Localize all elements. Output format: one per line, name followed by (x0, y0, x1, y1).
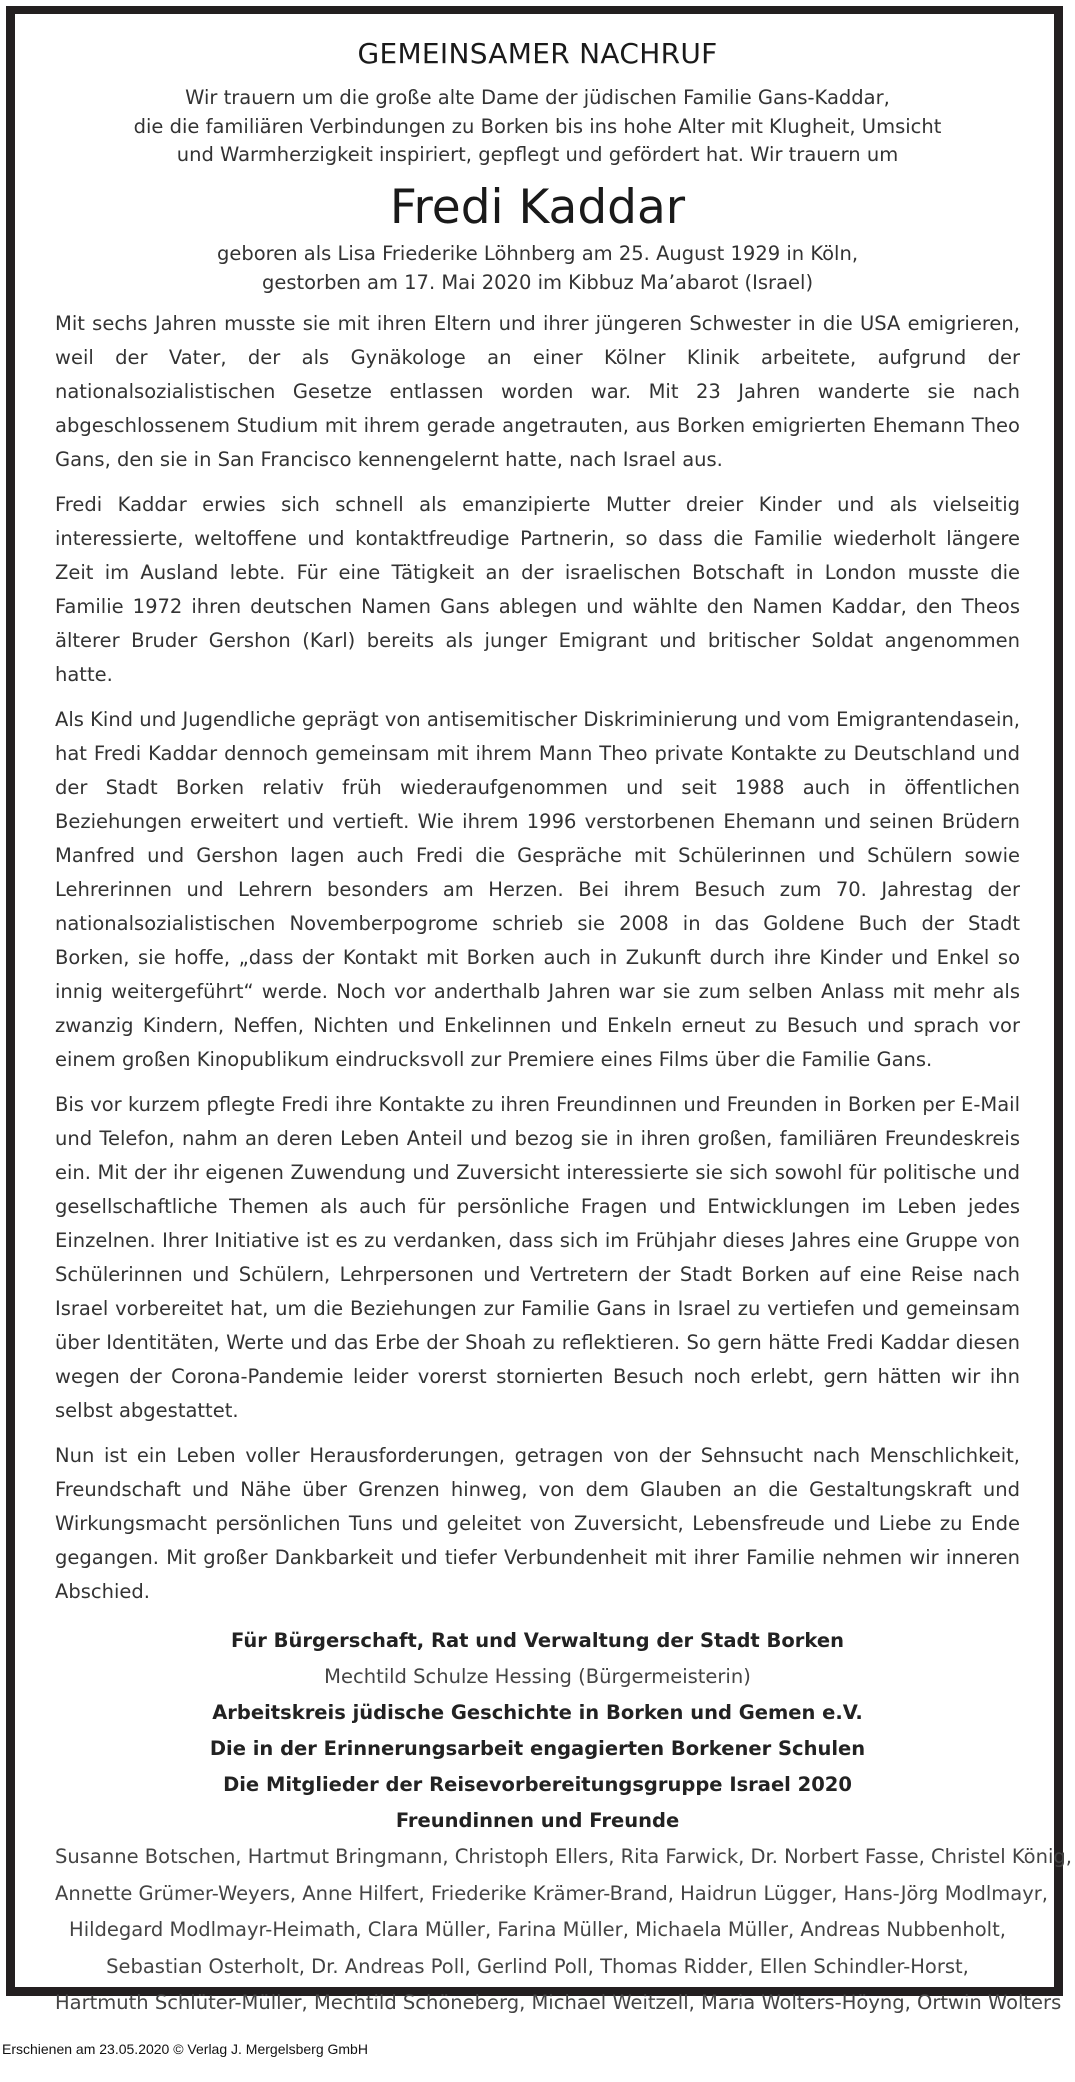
friends-list (55, 1839, 1072, 2022)
paragraph: Als Kind und Jugendliche geprägt von antisemitischer Diskriminierung und vom Emigrantendasein, hat Fredi Kaddar dennoch gemeinsam mit ihrem Mann Theo private Kontakte zu Deutschland und der Stadt Borken relativ früh wiederaufgenommen und seit 1988 auch in öffentlichen Beziehungen erweitert und vertieft. Wie ihrem 1996 verstorbenen Ehemann und seinen Brüdern Manfred und Gershon lagen auch Fredi die Gespräche mit Schülerinnen und Schülern sowie Lehrerinnen und Lehrern besonders am Herzen. Bei ihrem Besuch zum 70. Jahrestag der nationalsozialistischen Novemberpogrome schrieb sie 2008 in das Goldene Buch der Stadt Borken, sie hoffe, „dass der Kontakt mit Borken auch in Zukunft durch ihre Kinder und Enkel so innig weitergeführt“ werde. Noch vor anderthalb Jahren war sie zum selben Anlass mit mehr als zwanzig Kindern, Neffen, Nichten und Enkelinnen und Enkeln erneut zu Besuch und sprach vor einem großen Kinopublikum eindrucksvoll zur Premiere eines Films über die Familie Gans. (55, 708, 1020, 1072)
friends-line: Annette Grümer-Weyers, Anne Hilfert, Friederike Krämer-Brand, Haidrun Lügger, Hans-Jörg Modlmayr, (55, 1881, 1048, 1905)
signatory-travel-group: Die Mitglieder der Reisevorbereitungsgruppe Israel 2020 (223, 1773, 852, 1797)
paragraph: Nun ist ein Leben voller Herausforderungen, getragen von der Sehnsucht nach Menschlichkeit, Freundschaft und Nähe über Grenzen hinweg, von dem Glauben an die Gestaltungskraft und Wirkungsmacht persönlichen Tuns und geleitet von Zuversicht, Lebensfreude und Liebe zu Ende gegangen. Mit großer Dankbarkeit und tiefer Verbundenheit mit ihrer Familie nehmen wir inneren Abschied. (55, 1444, 1020, 1604)
paragraph: Bis vor kurzem pflegte Fredi ihre Kontakte zu ihren Freundinnen und Freunden in Borken per E-Mail und Telefon, nahm an deren Leben Anteil und bezog sie in ihren großen, familiären Freundeskreis ein. Mit der ihr eigenen Zuwendung und Zuversicht interessierte sie sich sowohl für politische und gesellschaftliche Themen als auch für persönliche Fragen und Entwicklungen im Leben jedes Einzelnen. Ihrer Initiative ist es zu verdanken, dass sich im Frühjahr dieses Jahres eine Gruppe von Schülerinnen und Schülern, Lehrpersonen und Vertretern der Stadt Borken auf eine Reise nach Israel vorbereitet hat, um die Beziehungen zur Familie Gans in Israel zu vertiefen und gemeinsam über Identitäten, Werte und das Erbe der Shoah zu reflektieren. So gern hätte Fredi Kaddar diesen wegen der Corona-Pandemie leider vorerst stornierten Besuch noch erlebt, gern hätten wir ihn selbst abgestattet. (55, 1093, 1020, 1423)
obituary-content (55, 36, 1072, 2022)
intro-line: Wir trauern um die große alte Dame der jüdischen Familie Gans-Kaddar, (185, 86, 890, 110)
publication-footer: Erschienen am 23.05.2020 © Verlag J. Mergelsberg GmbH (2, 2041, 368, 2057)
death-line: gestorben am 17. Mai 2020 im Kibbuz Ma’abarot (Israel) (261, 270, 814, 294)
intro-text (55, 84, 1020, 170)
life-dates (55, 240, 1020, 297)
friends-line: Susanne Botschen, Hartmut Bringmann, Christoph Ellers, Rita Farwick, Dr. Norbert Fasse, Christel König, (55, 1845, 1072, 1869)
signatory-mayor: Mechtild Schulze Hessing (Bürgermeisterin) (324, 1665, 751, 1689)
paragraph: Fredi Kaddar erwies sich schnell als emanzipierte Mutter dreier Kinder und als vielseitig interessierte, weltoffene und kontaktfreudige Partnerin, so dass die Familie wiederholt längere Zeit im Ausland lebte. Für eine Tätigkeit an der israelischen Botschaft in London musste die Familie 1972 ihren deutschen Namen Gans ablegen und wählte den Namen Kaddar, den Theos älterer Bruder Gershon (Karl) bereits als junger Emigrant und britischer Soldat angenommen hatte. (55, 493, 1020, 687)
birth-line: geboren als Lisa Friederike Löhnberg am 25. August 1929 in Köln, (216, 242, 859, 266)
obituary-heading: GEMEINSAMER NACHRUF (357, 37, 718, 70)
friends-heading: Freundinnen und Freunde (395, 1809, 680, 1833)
deceased-name: Fredi Kaddar (389, 179, 686, 235)
friends-line: Sebastian Osterholt, Dr. Andreas Poll, Gerlind Poll, Thomas Ridder, Ellen Schindler-Horst, (106, 1954, 969, 1978)
intro-line: die die familiären Verbindungen zu Borken bis ins hohe Alter mit Klugheit, Umsicht (133, 114, 942, 138)
signatory-schools: Die in der Erinnerungsarbeit engagierten Borkener Schulen (209, 1737, 866, 1761)
friends-line: Hildegard Modlmayr-Heimath, Clara Müller, Farina Müller, Michaela Müller, Andreas Nubbenholt, (69, 1918, 1006, 1942)
friends-line: Hartmuth Schlüter-Müller, Mechtild Schöneberg, Michael Weitzell, Maria Wolters-Höyng, Ortwin Wolters (55, 1991, 1062, 2015)
obituary-body (55, 307, 1020, 1609)
signatory-working-group: Arbeitskreis jüdische Geschichte in Borken und Gemen e.V. (212, 1701, 863, 1725)
intro-line: und Warmherzigkeit inspiriert, gepflegt und gefördert hat. Wir trauern um (176, 143, 899, 167)
signatories (55, 1623, 1072, 2022)
signatory-city: Für Bürgerschaft, Rat und Verwaltung der Stadt Borken (231, 1629, 844, 1653)
paragraph: Mit sechs Jahren musste sie mit ihren Eltern und ihrer jüngeren Schwester in die USA emigrieren, weil der Vater, der als Gynäkologe an einer Kölner Klinik arbeitete, aufgrund der nationalsozialistischen Gesetze entlassen worden war. Mit 23 Jahren wanderte sie nach abgeschlossenem Studium mit ihrem gerade angetrauten, aus Borken emigrierten Ehemann Theo Gans, den sie in San Francisco kennengelernt hatte, nach Israel aus. (55, 312, 1020, 472)
